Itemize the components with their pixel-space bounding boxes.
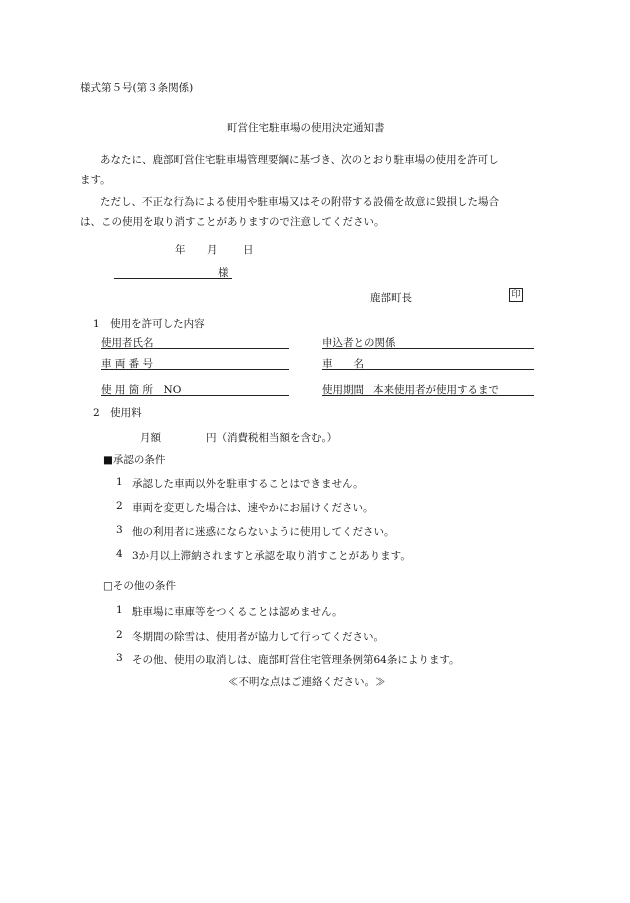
other-conditions-heading: □その他の条件: [103, 580, 176, 592]
body-paragraph-1-line-2: ます。: [80, 174, 111, 186]
issuer-name: 鹿部町長: [370, 292, 412, 304]
body-paragraph-2-line-2: は、この使用を取り消すことがありますので注意してください。: [80, 216, 385, 228]
monthly-fee-label: 月額: [140, 432, 161, 444]
other-item-1-text: 駐車場に車庫等をつくることは認めません。: [132, 606, 343, 618]
section-2-heading: 2 使用料: [93, 407, 142, 419]
user-name-label: 使用者氏名: [101, 337, 154, 349]
approval-item-3-text: 他の利用者に迷惑にならないように使用してください。: [132, 526, 395, 538]
section-1-heading: 1 使用を許可した内容: [93, 318, 205, 330]
addressee-suffix: 様: [218, 267, 229, 279]
approval-item-4-text: 3か月以上滞納されますと承認を取り消すことがあります。: [132, 550, 411, 562]
vehicle-number-label: 車 両 番 号: [101, 358, 154, 370]
approval-item-4-num: 4: [116, 548, 123, 560]
date-year-label: 年: [175, 244, 186, 256]
approval-item-2-text: 車両を変更した場合は、速やかにお届けください。: [132, 502, 374, 514]
form-number: 様式第５号(第３条関係): [80, 82, 194, 94]
approval-item-1-text: 承認した車両以外を駐車することはできません。: [132, 478, 364, 490]
approval-conditions-heading: ■承認の条件: [103, 454, 166, 466]
body-paragraph-2-line-1: ただし、不正な行為による使用や駐車場又はその附帯する設備を故意に毀損した場合: [100, 196, 499, 208]
body-paragraph-1-line-1: あなたに、鹿部町営住宅駐車場管理要綱に基づき、次のとおり駐車場の使用を許可し: [100, 154, 499, 166]
period-value: 本来使用者が使用するまで: [373, 384, 499, 396]
relationship-label: 申込者との関係: [322, 337, 396, 349]
vehicle-name-label: 車 名: [322, 358, 364, 370]
other-item-2-text: 冬期間の除雪は、使用者が協力して行ってください。: [132, 631, 384, 643]
document-title: 町営住宅駐車場の使用決定通知書: [227, 122, 385, 134]
footer-note: ≪不明な点はご連絡ください。≫: [228, 676, 386, 688]
other-item-2-num: 2: [116, 629, 123, 641]
addressee-name-line: [114, 265, 232, 279]
other-item-3-num: 3: [116, 652, 123, 664]
other-item-3-text: その他、使用の取消しは、鹿部町営住宅管理条例第64条によります。: [132, 654, 460, 666]
other-item-1-num: 1: [116, 604, 123, 616]
approval-item-1-num: 1: [116, 476, 123, 488]
approval-item-2-num: 2: [116, 500, 123, 512]
date-month-label: 月: [207, 244, 218, 256]
approval-item-3-num: 3: [116, 524, 123, 536]
location-label: 使 用 箇 所 NO: [101, 384, 182, 396]
fee-yen-note: 円（消費税相当額を含む。）: [206, 432, 338, 444]
period-label: 使用期間: [322, 384, 364, 396]
date-day-label: 日: [243, 244, 254, 256]
seal-mark: 印: [509, 288, 523, 302]
